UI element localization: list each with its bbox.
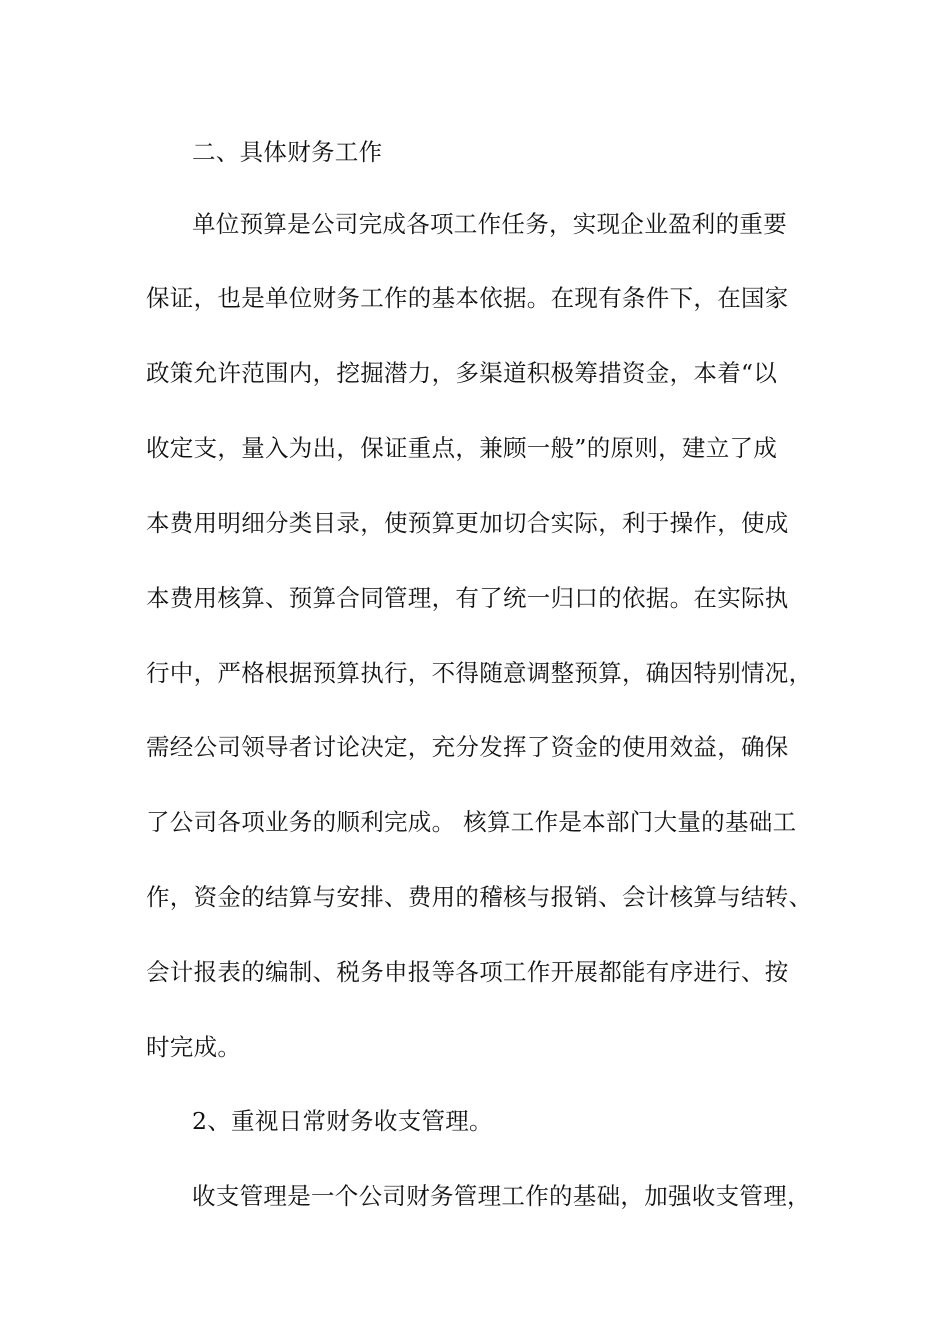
paragraph-line: 需经公司领导者讨论决定，充分发挥了资金的使用效益，确保 [146, 733, 789, 761]
paragraph-line: 时完成。 [146, 1033, 242, 1061]
paragraph-line: 会计报表的编制、税务申报等各项工作开展都能有序进行、按 [146, 958, 789, 986]
subsection-heading: 2、重视日常财务收支管理。 [192, 1107, 493, 1135]
paragraph-line: 单位预算是公司完成各项工作任务，实现企业盈利的重要 [192, 210, 787, 238]
section-heading: 二、具体财务工作 [192, 138, 383, 166]
paragraph-line: 政策允许范围内，挖掘潜力，多渠道积极筹措资金，本着“以 [146, 359, 778, 387]
paragraph-line: 作，资金的结算与安排、费用的稽核与报销、会计核算与结转、 [146, 883, 813, 911]
paragraph-line: 收支管理是一个公司财务管理工作的基础，加强收支管理， [192, 1182, 811, 1210]
paragraph-line: 行中，严格根据预算执行，不得随意调整预算，确因特别情况， [146, 659, 813, 687]
paragraph-line: 了公司各项业务的顺利完成。 核算工作是本部门大量的基础工 [146, 808, 797, 836]
paragraph-line: 保证，也是单位财务工作的基本依据。在现有条件下，在国家 [146, 284, 789, 312]
paragraph-line: 收定支，量入为出，保证重点，兼顾一般”的原则，建立了成 [146, 434, 778, 462]
paragraph-line: 本费用核算、预算合同管理，有了统一归口的依据。在实际执 [146, 584, 789, 612]
paragraph-line: 本费用明细分类目录，使预算更加切合实际，利于操作，使成 [146, 509, 789, 537]
